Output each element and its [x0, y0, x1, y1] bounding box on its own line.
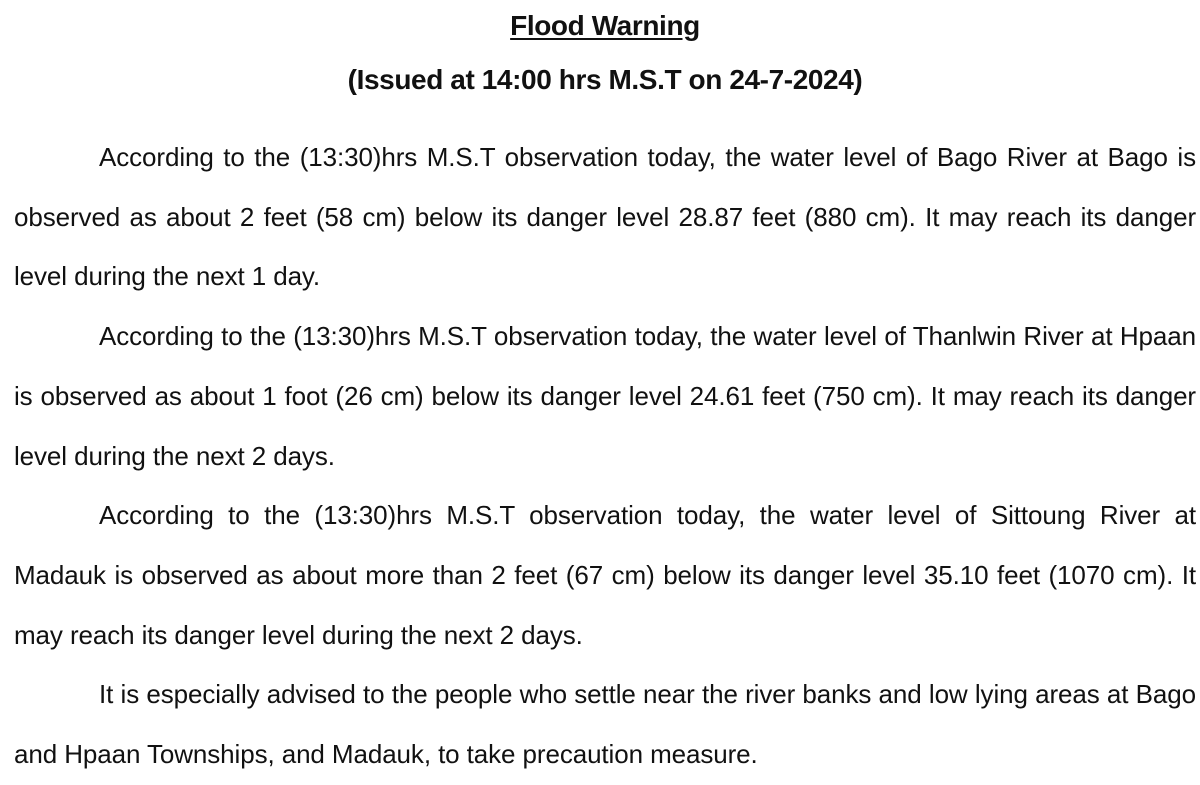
paragraph-thanlwin-river: According to the (13:30)hrs M.S.T observation today, the water level of Thanlwin River at Hpaan is observed as about 1 foot (26 cm) below its danger level 24.61 feet (750 cm). It may reach its danger level during the next 2 days.: [14, 321, 1196, 471]
issued-timestamp: (Issued at 14:00 hrs M.S.T on 24-7-2024): [347, 64, 863, 95]
paragraph-advisory: It is especially advised to the people who settle near the river banks and low lying areas at Bago and Hpaan Townships, and Madauk, to take precaution measure.: [14, 679, 1196, 770]
paragraph-sittoung-river: According to the (13:30)hrs M.S.T observation today, the water level of Sittoung River at Madauk is observed as about more than 2 feet (67 cm) below its danger level 35.10 feet (1070 cm). It may reach its danger level during the next 2 days.: [14, 500, 1196, 650]
paragraph-bago-river: According to the (13:30)hrs M.S.T observation today, the water level of Bago River at Bago is observed as about 2 feet (58 cm) below its danger level 28.87 feet (880 cm). It may reach its danger level during the next 1 day.: [14, 142, 1196, 292]
document-title: [14, 8, 1196, 44]
document-title-text: Flood Warning: [510, 10, 700, 41]
document-body: [14, 128, 1196, 785]
